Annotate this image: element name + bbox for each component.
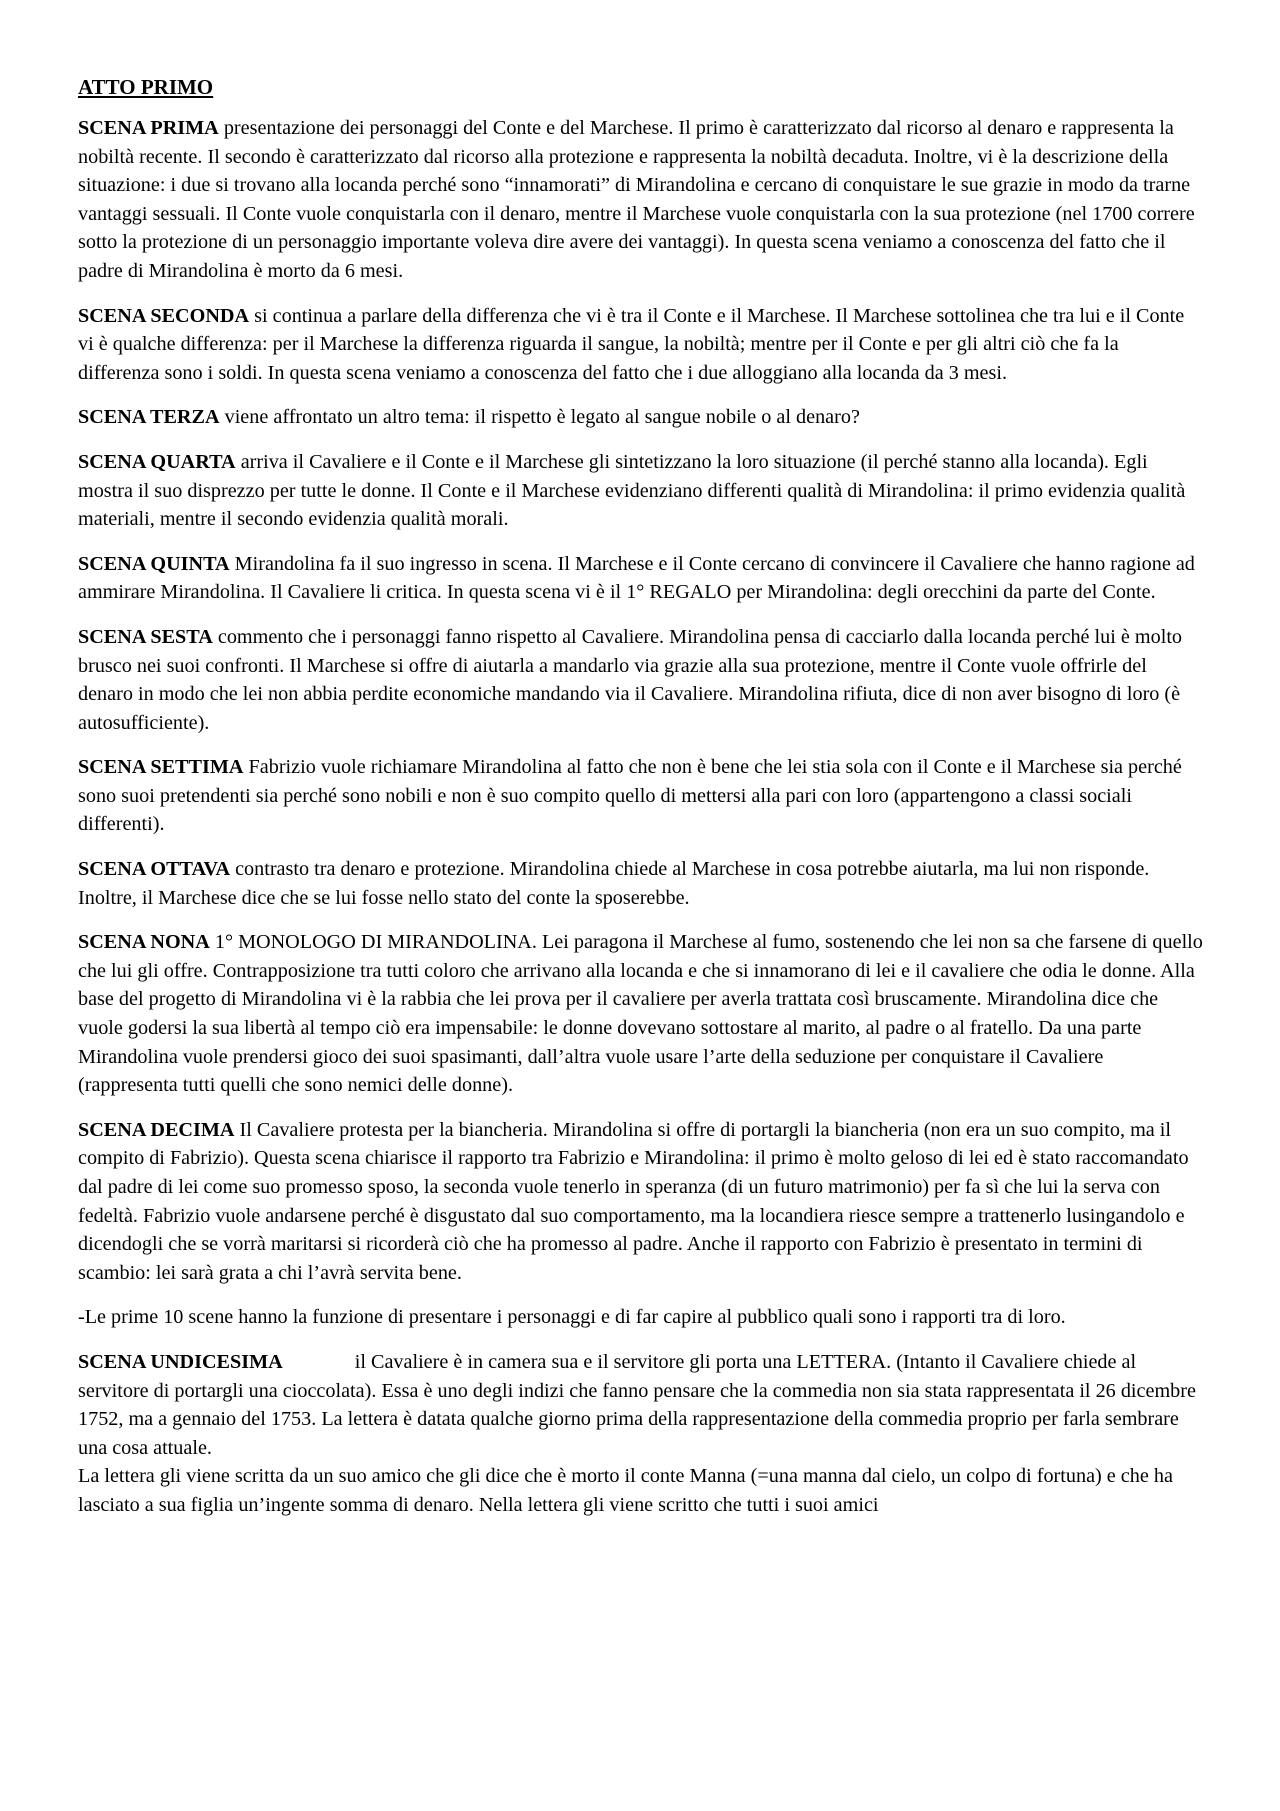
scene-text: Fabrizio vuole richiamare Mirandolina al fatto che non è bene che lei stia sola con il Conte e il Marchese sia perché sono suoi pretendenti sia perché sono nobili e non è suo compito quello di mettersi alla pari con loro (appartengono a classi sociali differenti). [78,756,1182,836]
scene-paragraph [78,114,1204,286]
summary-note: -Le prime 10 scene hanno la funzione di presentare i personaggi e di far capire al pubblico quali sono i rapporti tra di loro. [78,1306,1066,1329]
scene-text: il Cavaliere è in camera sua e il servitore gli porta una LETTERA. (Intanto il Cavaliere chiede al servitore di portargli una cioccolata). Essa è uno degli indizi che fanno pensare che la commedia non sia stata rappresentata il 26 dicembre 1752, ma a gennaio del 1753. La lettera è datata qualche giorno prima della rappresentazione della commedia proprio per farla sembrare una cosa attuale. [78,1350,1196,1459]
scene-heading: SCENA SETTIMA [78,756,244,779]
scene-heading: SCENA QUARTA [78,450,236,473]
scene-text: 1° MONOLOGO DI MIRANDOLINA. Lei paragona il Marchese al fumo, sostenendo che lei non sa che farsene di quello che lui gli offre. Contrapposizione tra tutti coloro che arrivano alla locanda e che si innamorano di lei e il cavaliere che odia le donne. Alla base del progetto di Mirandolina vi è la rabbia che lei prova per il cavaliere per averla trattata così bruscamente. Mirandolina dice che vuole godersi la sua libertà al tempo ciò era impensabile: le donne dovevano sottostare al marito, al padre o al fratello. Da una parte Mirandolina vuole prendersi gioco dei suoi spasimanti, dall’altra vuole usare l’arte della seduzione per conquistare il Cavaliere (rappresenta tutti quelli che sono nemici delle donne). [78,931,1203,1097]
scene-paragraph [78,753,1204,839]
scene-paragraph [78,1348,1204,1462]
scene-heading: SCENA NONA [78,931,210,954]
scene-heading: SCENA SESTA [78,625,213,648]
scene-paragraph [78,1116,1204,1288]
scene-text: presentazione dei personaggi del Conte e del Marchese. Il primo è caratterizzato dal ricorso al denaro e rappresenta la nobiltà recente. Il secondo è caratterizzato dal ricorso alla protezione e rappresenta la nobiltà decaduta. Inoltre, vi è la descrizione della situazione: i due si trovano alla locanda perché sono “innamorati” di Mirandolina e cercano di conquistare le sue grazie in modo da trarne vantaggi sessuali. Il Conte vuole conquistarla con il denaro, mentre il Marchese vuole conquistarla con la sua protezione (nel 1700 correre sotto la protezione di un personaggio importante voleva dire avere dei vantaggi). In questa scena veniamo a conoscenza del fatto che il padre di Mirandolina è morto da 6 mesi. [78,117,1195,282]
scene-paragraph [78,448,1204,534]
scene-paragraph [78,928,1204,1100]
scene-paragraph [78,302,1204,388]
scene-text: Il Cavaliere protesta per la biancheria. Mirandolina si offre di portargli la biancheria (non era un suo compito, ma il compito di Fabrizio). Questa scena chiarisce il rapporto tra Fabrizio e Mirandolina: il primo è molto geloso di lei ed è stato raccomandato dal padre di lei come suo promesso sposo, la seconda vuole tenerlo in speranza (di un futuro matrimonio) per fa sì che lui la serva con fedeltà. Fabrizio vuole andarsene perché è disgustato dal suo comportamento, ma la locandiera riesce sempre a trattenerlo lusingandolo e dicendogli che se vorrà maritarsi si ricorderà ciò che ha promesso al padre. Anche il rapporto con Fabrizio è presentato in termini di scambio: lei sarà grata a chi l’avrà servita bene. [78,1118,1189,1284]
scene-heading: SCENA TERZA [78,406,220,429]
scene-paragraph [78,550,1204,607]
document-body [78,72,1204,1520]
scene-paragraph [78,403,1204,432]
scene-continuation: La lettera gli viene scritta da un suo amico che gli dice che è morto il conte Manna (=una manna dal cielo, un colpo di fortuna) e che ha lasciato a sua figlia un’ingente somma di denaro. Nella lettera gli viene scritto che tutti i suoi amici [78,1465,1173,1516]
scene-heading: SCENA OTTAVA [78,858,231,881]
scene-paragraph [78,855,1204,912]
scene-text: commento che i personaggi fanno rispetto al Cavaliere. Mirandolina pensa di cacciarlo dalla locanda perché lui è molto brusco nei suoi confronti. Il Marchese si offre di aiutarla a mandarlo via grazie alla sua protezione, mentre il Conte vuole offrirle del denaro in modo che lei non abbia perdite economiche mandando via il Cavaliere. Mirandolina rifiuta, dice di non aver bisogno di loro (è autosufficiente). [78,625,1183,734]
scene-text: viene affrontato un altro tema: il rispetto è legato al sangue nobile o al denaro? [219,406,860,429]
scene-text: arriva il Cavaliere e il Conte e il Marchese gli sintetizzano la loro situazione (il perché stanno alla locanda). Egli mostra il suo disprezzo per tutte le donne. Il Conte e il Marchese evidenziano differenti qualità di Mirandolina: il primo evidenzia qualità materiali, mentre il secondo evidenzia qualità morali. [78,450,1186,531]
page-title: ATTO PRIMO [78,75,214,99]
scene-heading: SCENA QUINTA [78,552,230,575]
scene-text: si continua a parlare della differenza che vi è tra il Conte e il Marchese. Il Marchese sottolinea che tra lui e il Conte vi è qualche differenza: per il Marchese la differenza riguarda il sangue, la nobiltà; mentre per il Conte e per gli altri ciò che fa la differenza sono i soldi. In questa scena veniamo a conoscenza del fatto che i due alloggiano alla locanda da 3 mesi. [78,304,1185,384]
scene-heading: SCENA DECIMA [78,1118,235,1141]
scene-text: Mirandolina fa il suo ingresso in scena. Il Marchese e il Conte cercano di convincere il Cavaliere che hanno ragione ad ammirare Mirandolina. Il Cavaliere li critica. In questa scena vi è il 1° REGALO per Mirandolina: degli orecchini da parte del Conte. [78,552,1195,604]
scene-paragraph [78,623,1204,737]
scene-heading: SCENA PRIMA [78,117,219,139]
scene-heading: SCENA UNDICESIMA [78,1350,283,1373]
scene-heading: SCENA SECONDA [78,304,250,327]
scene-text: contrasto tra denaro e protezione. Mirandolina chiede al Marchese in cosa potrebbe aiutarla, ma lui non risponde. Inoltre, il Marchese dice che se lui fosse nello stato del conte la sposerebbe. [78,858,1150,909]
